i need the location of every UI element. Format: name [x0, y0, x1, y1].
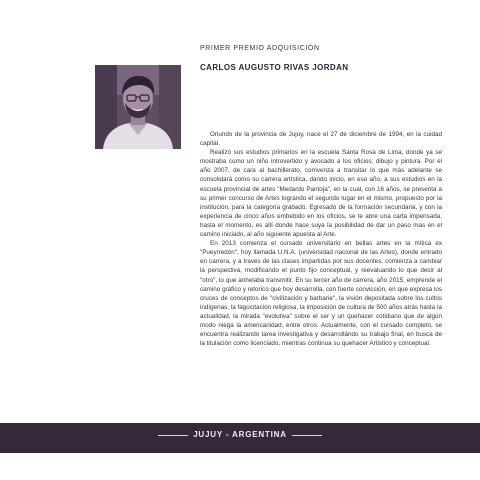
- footer-location: JUJUY - ARGENTINA: [193, 430, 287, 439]
- artist-heading: [200, 45, 470, 72]
- award-title: PRIMER PREMIO ADQUISICIÓN: [200, 45, 320, 52]
- artist-portrait: [95, 65, 181, 149]
- bio-paragraph: Oriundo de la provincia de Jujuy, nace el 27 de diciembre de 1994, en la cuidad capital.: [200, 131, 442, 148]
- footer-divider-right: [292, 435, 322, 436]
- footer-divider-left: [158, 435, 188, 436]
- bio-paragraph: En 2013 comienza el cursado universitario en bellas artes en la mítica ex "Pueyrredón", hoy llamada U.N.A. (universidad nacional de las Artes), donde entrado en carrera, y a través de las clases impartidas por sus docentes, comienza a cambiar la perspectiva, modificando el punto fijo conceptual, y reevaluando lo que decir al "otro", lo que anhelaba transmitir. En su tercer año de carrera, año 2015, emprende el camino gráfico y retorico que hoy desarrolla, con fuerte convicción, en que expresa los cruces de conceptos de "civilización y barbarie", la visión depositada sobre los cultos indígenas, la fagocitación religiosa, la imposición de cultura de 500 años atrás hasta la actualidad, la mirada "evolutiva" sobre el ser y un quehacer cotidiano que de algún modo niega la americanidad, entre otros. Actualmente, con el cursado completo, se encuentra realizando tarea investigativa y desarrollándo su trabajo final, en busca de la titulación como licenciado, mientras continua su quehacer Artistico y conceptual.: [200, 240, 442, 348]
- artist-biography: [200, 130, 442, 348]
- bio-paragraph: Realizó sus estudios primarios en la escuela Santa Rosa de Lima, donde ya se mostraba como un niño introvertido y avocado a los oficios; dibujo y pintura. Por el año 2007, de cara al bachillerato, comvenza a transitar lo que más adelante se consolidará como su carrera artística, dando inicio, en eso año, a sus estudios en la escuela provincial de artes "Medardo Pantoja", en la cual, con 16 años, se presenta a su primer concurso de Artes logrando el segundo lugar en el mismo, propuesto por la institución, para la categoría grabado. Egresado de la formación secundaria, y con la experiencia de cinco años embebido en los oficios, se le abre una carta impensada, hasta el momento, es allí donde hace suya la posibilidad de dar un paso mas en el camino iniciado, al año siguiente apuesta al Arte.: [200, 149, 442, 239]
- artist-name: CARLOS AUGUSTO RIVAS JORDAN: [200, 63, 349, 72]
